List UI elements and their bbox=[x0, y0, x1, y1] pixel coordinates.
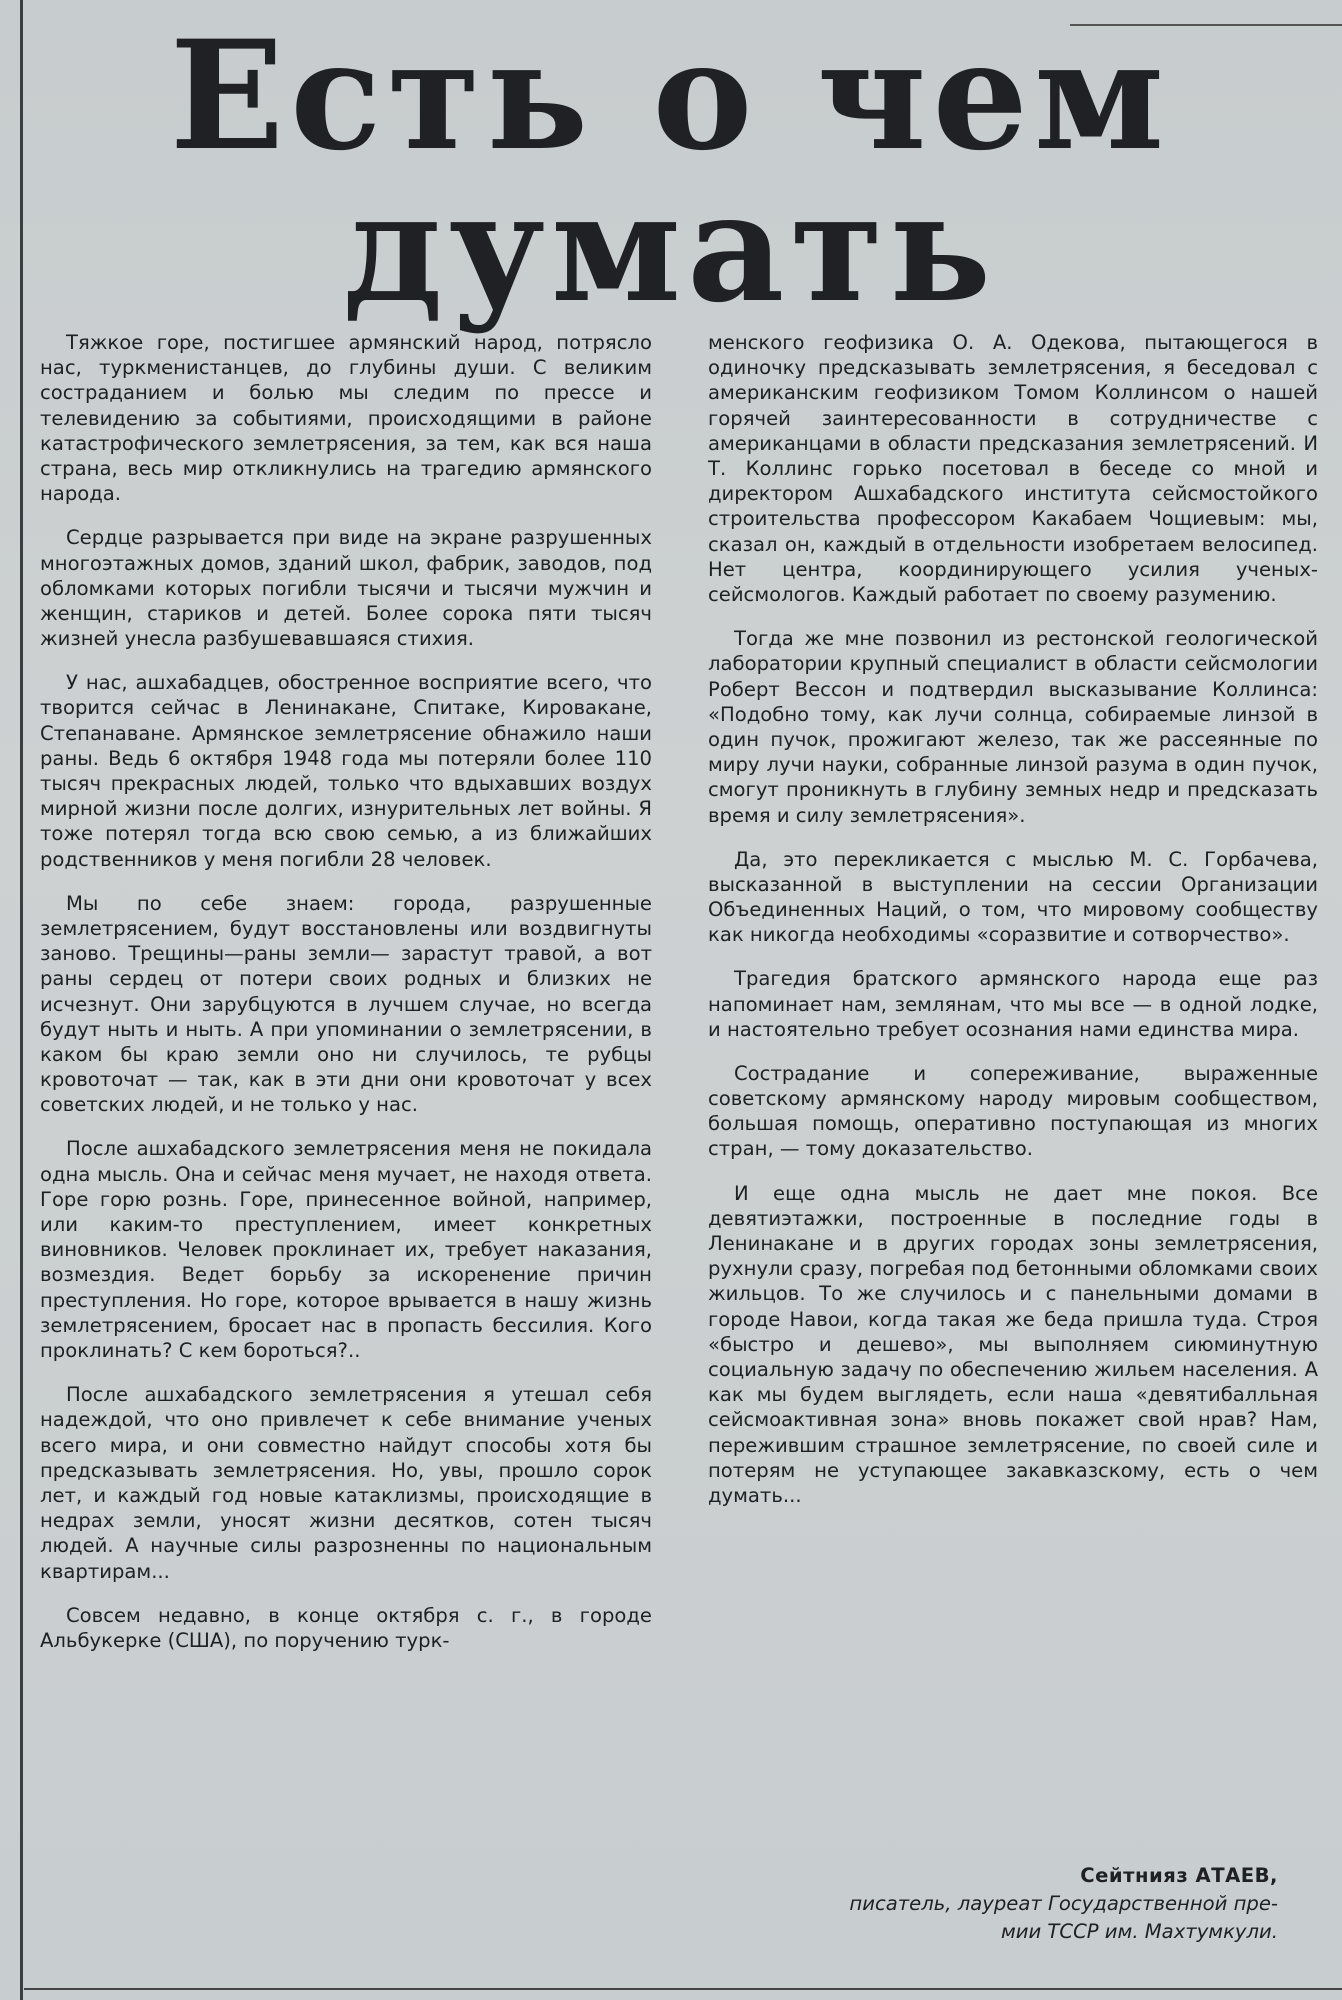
paragraph: Сердце разрывается при виде на экране разрушенных многоэтажных домов, зданий школ, фабрик, заводов, под обломками которых погибли тысячи и тысячи мужчин и женщин, стариков и детей. Более сорока пяти тысяч жизней унесла разбушевавшаяся стихия. bbox=[40, 526, 652, 651]
column-rule-left bbox=[20, 0, 23, 2000]
paragraph: Да, это перекликается с мыслью М. С. Горбачева, высказанной в выступлении на сессии Организации Объединенных Наций, о том, что мировому сообществу как никогда необходимы «соразвитие и сотворчество». bbox=[708, 847, 1318, 947]
article-column-right bbox=[708, 330, 1318, 1527]
paragraph: Мы по себе знаем: города, разрушенные землетрясением, будут восстановлены или воздвигнуты заново. Трещины—раны земли— зарастут травой, а вот раны сердец от потери своих родных и близких не исчезнут. Они зарубцуются в лучшем случае, но всегда будут ныть и ныть. А при упоминании о землетрясении, в каком бы краю земли оно ни случилось, те рубцы кровоточат — так, как в эти дни они кровоточат у всех советских людей, и не только у нас. bbox=[40, 891, 652, 1117]
author-name: Сейтнияз АТАЕВ, bbox=[1080, 1864, 1278, 1887]
author-signature bbox=[708, 1862, 1278, 1946]
author-title-line-2: мии ТССР им. Махтумкули. bbox=[1000, 1920, 1278, 1943]
paragraph: Тяжкое горе, постигшее армянский народ, потрясло нас, туркменистанцев, до глубины души. С великим состраданием и болью мы следим по прессе и телевидению за событиями, происходящими в районе катастрофического землетрясения, за тем, как вся наша страна, весь мир откликнулись на трагедию армянского народа. bbox=[40, 331, 652, 506]
paragraph: После ашхабадского землетрясения меня не покидала одна мысль. Она и сейчас меня мучает, не находя ответа. Горе горю рознь. Горе, принесенное войной, например, или каким-то преступлением, имеет конкретных виновников. Человек проклинает их, требует наказания, возмездия. Ведет борьбу за искоренение причин преступления. Но горе, которое врывается в нашу жизнь землетрясением, бросает нас в пропасть бессилия. Кого проклинать? С кем бороться?.. bbox=[40, 1137, 652, 1363]
paragraph: И еще одна мысль не дает мне покоя. Все девятиэтажки, построенные в последние годы в Ленинакане и в других городах зоны землетрясения, рухнули сразу, погребая под бетонными обломками своих жильцов. То же случилось и с панельными домами в городе Навои, когда такая же беда пришла туда. Строя «быстро и дешево», мы выполняем сиюминутную социальную задачу по обеспечению жильем населения. А как мы будем выглядеть, если наша «девятибалльная сейсмоактивная зона» вновь покажет свой нрав? Нам, пережившим страшное землетрясение, по своей силе и потерям не уступающее закавказскому, есть о чем думать... bbox=[708, 1181, 1318, 1507]
paragraph: После ашхабадского землетрясения я утешал себя надеждой, что оно привлечет к себе внимание ученых всего мира, и они совместно найдут способы хотя бы предсказывать землетрясения. Но, увы, прошло сорок лет, и каждый год новые катаклизмы, происходящие в недрах земли, уносят жизни десятков, сотен тысяч людей. А научные силы разрозненны по национальным квартирам... bbox=[40, 1383, 652, 1583]
paragraph: Трагедия братского армянского народа еще раз напоминает нам, землянам, что мы все — в одной лодке, и настоятельно требует осознания нами единства мира. bbox=[708, 967, 1318, 1041]
article-headline: Есть о чем думать bbox=[169, 8, 1171, 336]
paragraph: Сострадание и сопереживание, выраженные советскому армянскому народу мировым сообществом, большая помощь, оперативно поступающая из многих стран, — тому доказательство. bbox=[708, 1061, 1318, 1161]
paragraph: Совсем недавно, в конце октября с. г., в городе Альбукерке (США), по поручению турк- bbox=[40, 1603, 652, 1652]
paragraph: менского геофизика О. А. Одекова, пытающегося в одиночку предсказывать землетрясения, я беседовал с американским геофизиком Томом Коллинсом о нашей горячей заинтересованности в сотрудничестве с американцами в области предсказания землетрясений. И Т. Коллинс горько посетовал в беседе со мной и директором Ашхабадского института сейсмостойкого строительства профессором Какабаем Чощиевым: мы, сказал он, каждый в отдельности изобретаем велосипед. Нет центра, координирующего усилия ученых-сейсмологов. Каждый работает по своему разумению. bbox=[708, 331, 1318, 607]
author-title-line-1: писатель, лауреат Государственной пре- bbox=[849, 1892, 1278, 1915]
paragraph: У нас, ашхабадцев, обостренное восприятие всего, что творится сейчас в Ленинакане, Спитаке, Кировакане, Степанаване. Армянское землетрясение обнажило наши раны. Ведь 6 октября 1948 года мы потеряли более 110 тысяч прекрасных людей, только что вдыхавших воздух мирной жизни после долгих, изнурительных лет войны. Я тоже потерял тогда всю свою семью, а из ближайших родственников у меня погибли 28 человек. bbox=[40, 671, 652, 871]
paragraph: Тогда же мне позвонил из рестонской геологической лаборатории крупный специалист в области сейсмологии Роберт Вессон и подтвердил высказывание Коллинса: «Подобно тому, как лучи солнца, собираемые линзой в один пучок, прожигают железо, так же рассеянные по миру лучи науки, собранные линзой разума в один пучок, смогут проникнуть в глубину земных недр и предсказать время и силу землетрясения». bbox=[708, 627, 1318, 827]
bottom-rule bbox=[24, 1988, 1342, 1990]
article-column-left bbox=[40, 330, 652, 1672]
